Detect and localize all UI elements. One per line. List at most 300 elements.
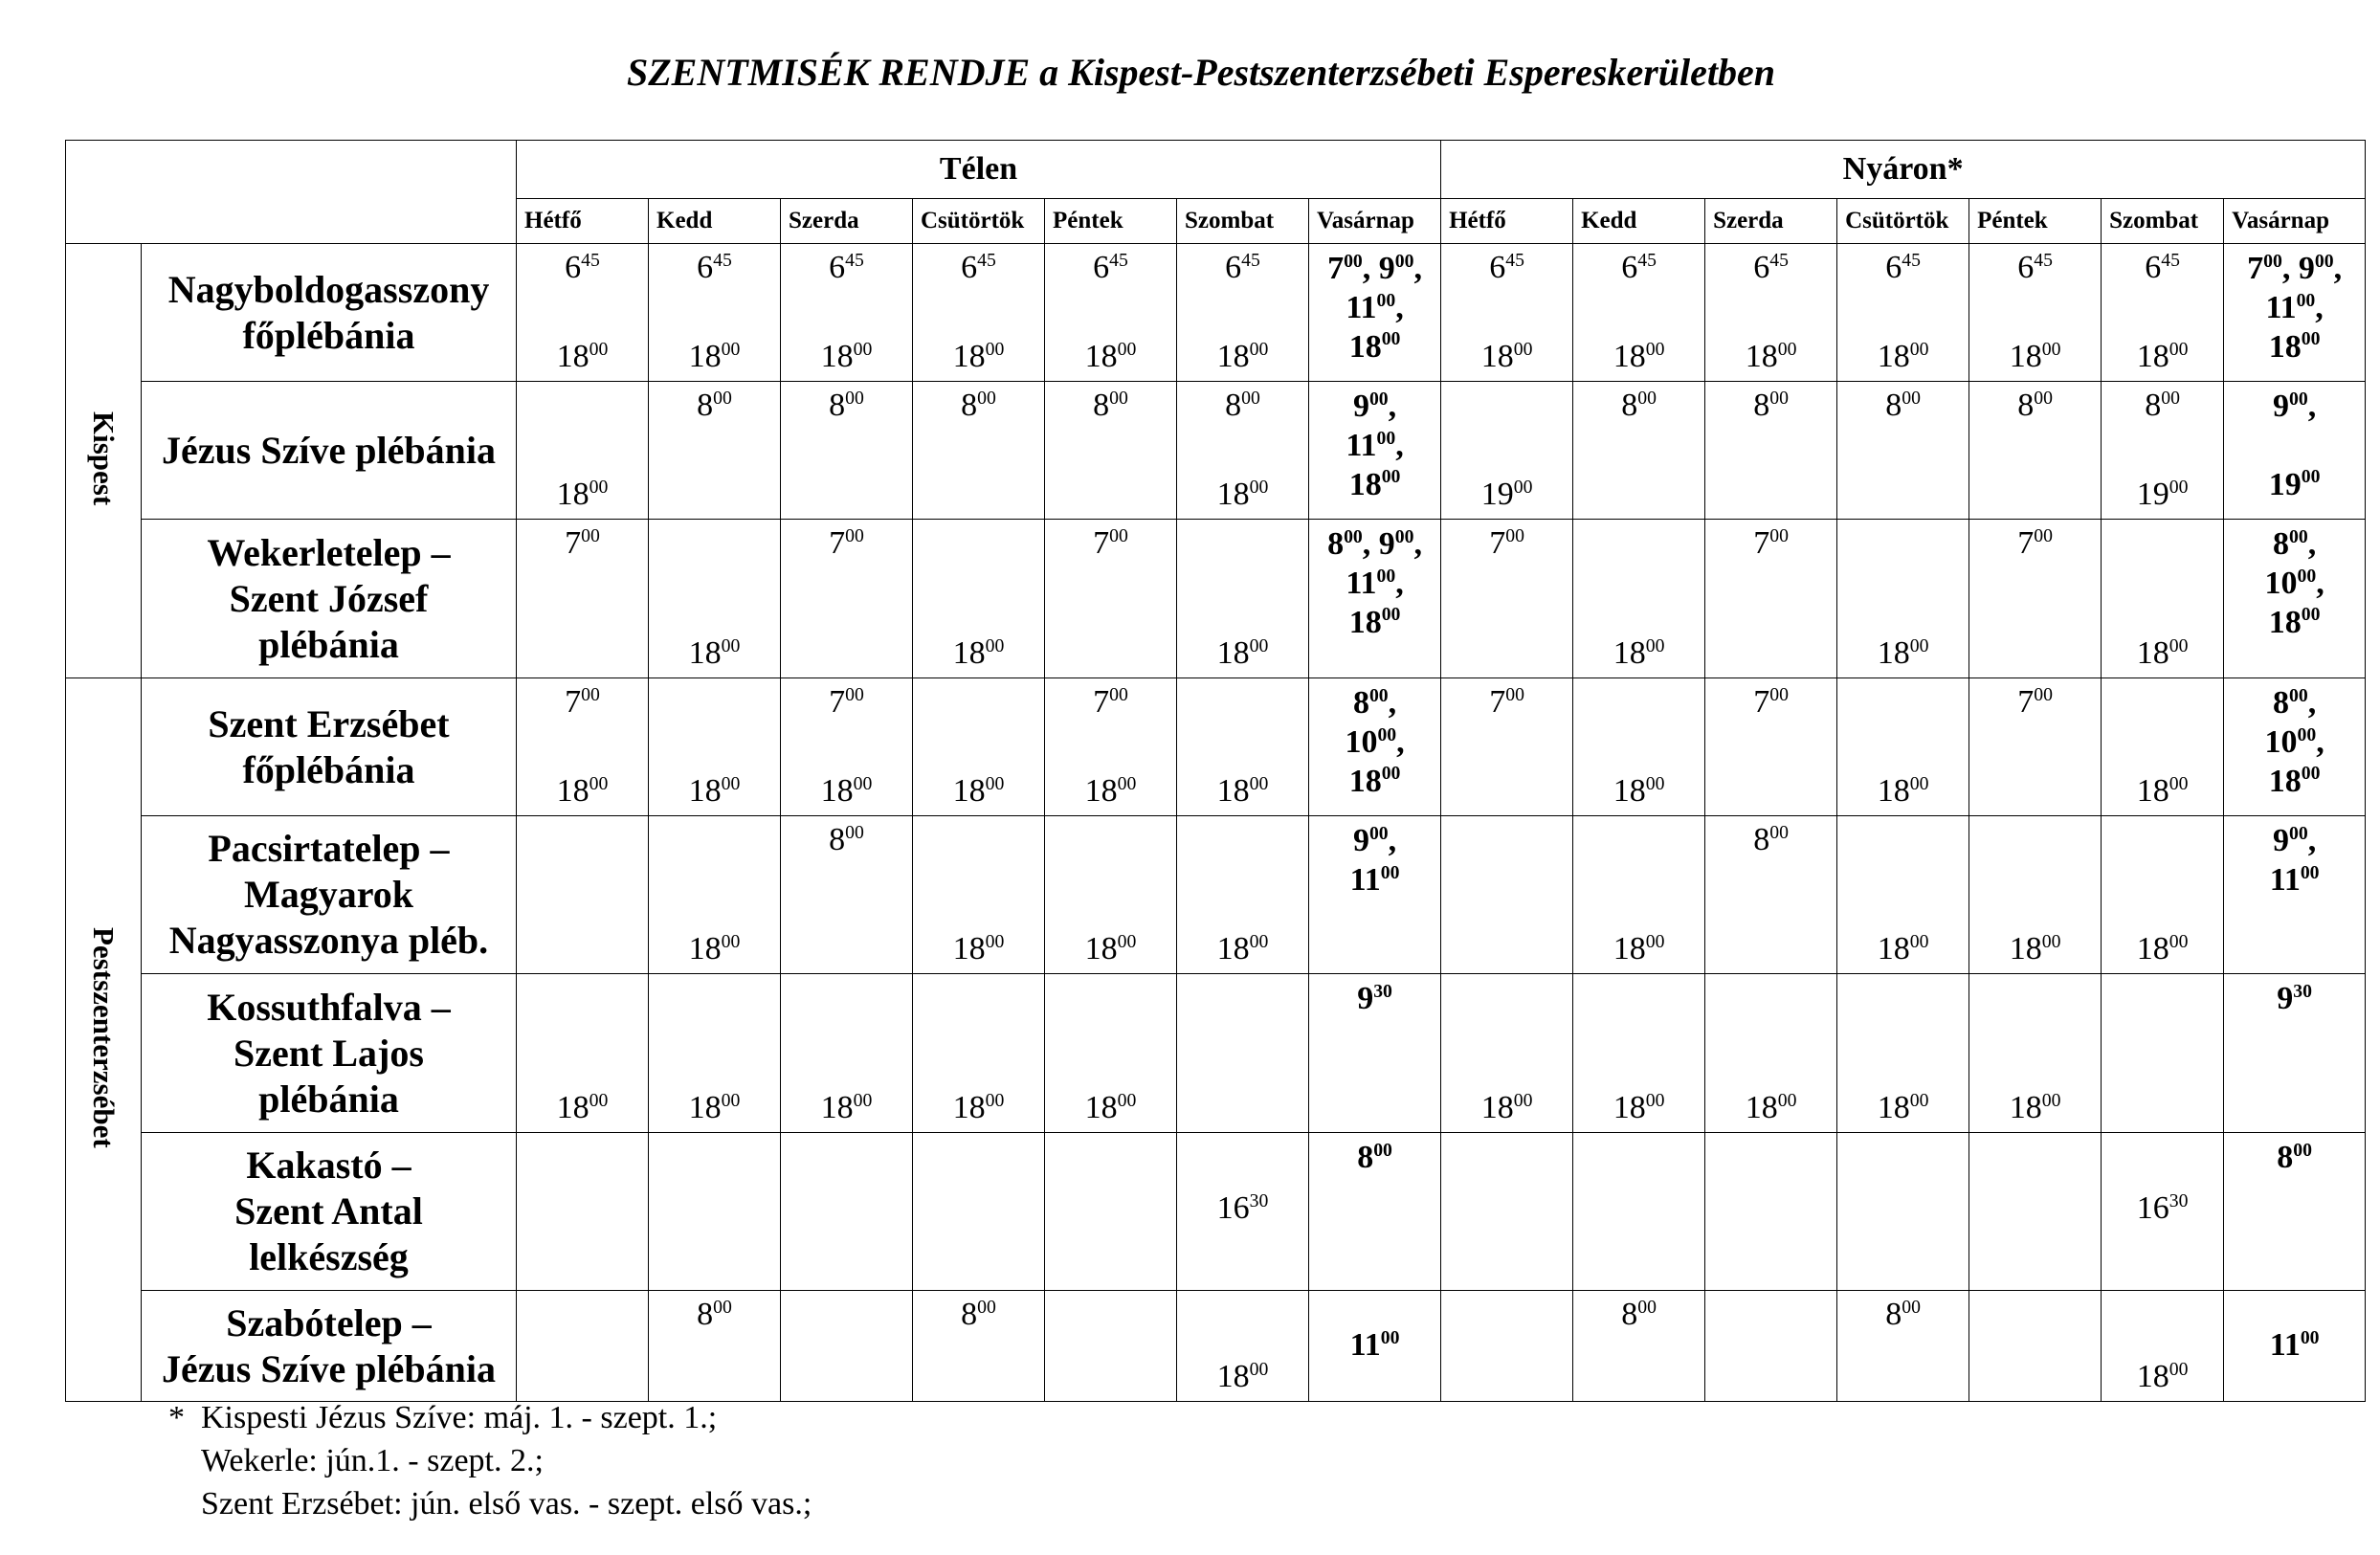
church-row <box>66 1291 2366 1402</box>
mass-time-cell <box>781 382 913 520</box>
mass-time: $11^{00}$ <box>1349 1326 1400 1364</box>
mass-time-morning: $8^{00}$ <box>961 1296 996 1332</box>
church-name <box>142 1133 517 1291</box>
mass-time-cell <box>913 974 1045 1133</box>
mass-time: $8^{00}$ <box>2277 1139 2312 1175</box>
mass-time-morning: $7^{00}$ <box>829 683 864 720</box>
mass-time-evening: $18^{00}$ <box>1613 772 1665 809</box>
mass-time: $9^{00}$, <box>2273 822 2317 858</box>
mass-time: $9^{00}$, <box>1352 388 1397 424</box>
day-header-summer: Péntek <box>1969 199 2102 244</box>
mass-time-cell <box>1441 678 1573 816</box>
mass-time-evening: $18^{00}$ <box>688 1089 741 1125</box>
mass-time-morning: $6^{45}$ <box>829 249 864 285</box>
mass-time-morning: $8^{00}$ <box>1885 1296 1921 1332</box>
sunday-mass-times <box>1309 520 1441 678</box>
mass-time-morning: $8^{00}$ <box>829 387 864 423</box>
mass-time-cell <box>1705 1133 1837 1291</box>
mass-time-cell <box>517 816 649 974</box>
mass-time-morning: $8^{00}$ <box>829 821 864 857</box>
mass-time-cell <box>781 244 913 382</box>
day-header-summer: Szombat <box>2102 199 2224 244</box>
mass-time-morning: $6^{45}$ <box>565 249 600 285</box>
mass-time: $11^{00}$ <box>1349 861 1400 898</box>
mass-time-cell <box>1177 678 1309 816</box>
mass-time-morning: $6^{45}$ <box>1093 249 1128 285</box>
mass-time-morning: $7^{00}$ <box>1093 683 1128 720</box>
mass-time-morning: $7^{00}$ <box>565 524 600 561</box>
sunday-mass-times <box>1309 1133 1441 1291</box>
mass-time: $18^{00}$ <box>2268 604 2321 640</box>
mass-time-cell <box>517 520 649 678</box>
mass-time-cell <box>1969 520 2102 678</box>
church-row <box>66 382 2366 520</box>
church-name-line: Szabótelep – <box>226 1300 432 1344</box>
mass-time-morning: $8^{00}$ <box>1225 387 1260 423</box>
mass-time-cell <box>517 1291 649 1402</box>
mass-time-evening: $18^{00}$ <box>1877 772 1929 809</box>
mass-time: $8^{00}$, $9^{00}$, <box>1327 525 1422 562</box>
mass-time-cell <box>1705 678 1837 816</box>
mass-time-evening: $18^{00}$ <box>1745 338 1797 374</box>
sunday-mass-times <box>2224 382 2366 520</box>
mass-time-evening: $18^{00}$ <box>952 772 1005 809</box>
church-name-line: Jézus Szíve plébánia <box>162 428 496 472</box>
mass-time: $9^{30}$ <box>2277 980 2312 1016</box>
mass-time-evening: $18^{00}$ <box>1480 338 1533 374</box>
mass-time-cell <box>1969 816 2102 974</box>
sunday-mass-times <box>2224 974 2366 1133</box>
footnote-line <box>168 1397 812 1440</box>
day-header-winter: Szerda <box>781 199 913 244</box>
day-header-winter: Péntek <box>1045 199 1177 244</box>
mass-time-cell <box>517 678 649 816</box>
church-name <box>142 816 517 974</box>
sunday-mass-times <box>2224 1291 2366 1402</box>
church-name-line: Nagyasszonya pléb. <box>168 919 489 962</box>
sunday-mass-times <box>2224 1133 2366 1291</box>
sunday-mass-times <box>1309 1291 1441 1402</box>
mass-time-cell <box>1969 974 2102 1133</box>
mass-time: $10^{00}$, <box>1345 723 1405 760</box>
mass-time-cell <box>1441 816 1573 974</box>
mass-time-evening: $18^{00}$ <box>1877 634 1929 671</box>
page-title: SZENTMISÉK RENDJE a Kispest-Pestszenterzsébeti Espereskerületben <box>626 51 1776 94</box>
mass-time-cell <box>1705 382 1837 520</box>
mass-time-evening: $18^{00}$ <box>1877 1089 1929 1125</box>
church-row <box>66 520 2366 678</box>
mass-time-evening: $18^{00}$ <box>952 930 1005 966</box>
mass-time-cell <box>2102 1291 2224 1402</box>
mass-time-cell <box>1705 520 1837 678</box>
footnote-text: Szent Erzsébet: jún. első vas. - szept. első vas.; <box>201 1485 812 1522</box>
mass-time-evening: $18^{00}$ <box>556 772 609 809</box>
sunday-mass-times <box>1309 816 1441 974</box>
mass-time-evening: $18^{00}$ <box>820 772 873 809</box>
district-cell <box>66 678 142 1402</box>
mass-time: $7^{00}$, $9^{00}$, <box>1327 250 1422 286</box>
mass-time: $11^{00}$, <box>1346 565 1404 601</box>
mass-time-cell <box>1837 382 1969 520</box>
mass-time-morning: $6^{45}$ <box>2145 249 2180 285</box>
church-name-line: plébánia <box>258 1077 399 1121</box>
day-header-winter: Kedd <box>649 199 781 244</box>
mass-time-morning: $7^{00}$ <box>1093 524 1128 561</box>
mass-time-cell <box>1573 244 1705 382</box>
mass-time <box>2224 427 2365 466</box>
mass-time-evening: $18^{00}$ <box>2136 772 2189 809</box>
mass-time-evening: $18^{00}$ <box>952 338 1005 374</box>
sunday-mass-times <box>1309 244 1441 382</box>
mass-time-cell <box>1969 244 2102 382</box>
mass-time-cell <box>649 382 781 520</box>
sunday-mass-times <box>2224 816 2366 974</box>
mass-time-cell <box>649 678 781 816</box>
mass-time-morning: $7^{00}$ <box>1489 683 1524 720</box>
church-name-line: Kakastó – <box>246 1144 411 1187</box>
mass-time-evening: $18^{00}$ <box>820 1089 873 1125</box>
church-name-line: Szent Antal <box>234 1189 423 1233</box>
mass-time-morning: $7^{00}$ <box>1753 683 1789 720</box>
mass-time-cell <box>781 1133 913 1291</box>
district-cell <box>66 244 142 678</box>
mass-time-cell <box>1441 1291 1573 1402</box>
day-header-winter: Csütörtök <box>913 199 1045 244</box>
mass-time-cell <box>649 974 781 1133</box>
mass-time-evening: $18^{00}$ <box>556 1089 609 1125</box>
mass-time-morning: $8^{00}$ <box>961 387 996 423</box>
sunday-mass-times <box>2224 520 2366 678</box>
day-header-summer: Vasárnap <box>2224 199 2366 244</box>
mass-time-cell <box>1045 1291 1177 1402</box>
mass-schedule-table-wrapper <box>65 140 2366 1402</box>
mass-time-morning: $8^{00}$ <box>1885 387 1921 423</box>
mass-time-evening: $18^{00}$ <box>820 338 873 374</box>
mass-time-cell <box>2102 678 2224 816</box>
mass-time-evening: $18^{00}$ <box>1877 338 1929 374</box>
church-name-line: Szent Lajos <box>234 1031 424 1075</box>
mass-time-evening: $18^{00}$ <box>1216 772 1269 809</box>
mass-time-afternoon: $16^{30}$ <box>1216 1189 1269 1226</box>
mass-time: $9^{00}$, <box>1352 822 1397 858</box>
footnote-line <box>168 1483 812 1526</box>
mass-time-morning: $8^{00}$ <box>1621 387 1657 423</box>
church-name-line: lelkészség <box>249 1235 409 1278</box>
sunday-mass-times <box>2224 678 2366 816</box>
mass-time-cell <box>913 678 1045 816</box>
mass-time-cell <box>1045 520 1177 678</box>
mass-time-cell <box>1573 520 1705 678</box>
mass-time-morning: $6^{45}$ <box>1885 249 1921 285</box>
church-name-line: plébánia <box>258 622 399 666</box>
mass-time-cell <box>1045 244 1177 382</box>
mass-time: $19^{00}$ <box>2268 466 2321 502</box>
mass-time-evening: $19^{00}$ <box>2136 476 2189 512</box>
mass-time-cell <box>1441 244 1573 382</box>
mass-time-cell <box>2102 520 2224 678</box>
church-name-line: Szent József <box>229 576 429 620</box>
day-header-summer: Szerda <box>1705 199 1837 244</box>
mass-time: $7^{00}$, $9^{00}$, <box>2247 250 2343 286</box>
mass-time-cell <box>1177 974 1309 1133</box>
church-row <box>66 816 2366 974</box>
mass-time-morning: $8^{00}$ <box>1621 1296 1657 1332</box>
mass-time-morning: $7^{00}$ <box>1753 524 1789 561</box>
mass-time-evening: $18^{00}$ <box>1613 338 1665 374</box>
mass-time-evening: $18^{00}$ <box>1216 634 1269 671</box>
church-name-line: Pacsirtatelep – <box>208 827 450 870</box>
mass-time: $18^{00}$ <box>1348 763 1401 799</box>
mass-time-cell <box>1441 520 1573 678</box>
mass-time-cell <box>1705 816 1837 974</box>
season-summer-header: Nyáron* <box>1441 141 2366 199</box>
mass-time-evening: $18^{00}$ <box>1084 772 1137 809</box>
mass-time-evening: $18^{00}$ <box>1216 930 1269 966</box>
mass-time-cell <box>913 1291 1045 1402</box>
mass-time-cell <box>1969 382 2102 520</box>
mass-time-morning: $8^{00}$ <box>2145 387 2180 423</box>
mass-time-morning: $7^{00}$ <box>2017 524 2053 561</box>
sunday-mass-times <box>1309 974 1441 1133</box>
church-name <box>142 974 517 1133</box>
mass-time-cell <box>1177 1291 1309 1402</box>
mass-time-cell <box>649 1291 781 1402</box>
mass-time-evening: $18^{00}$ <box>1877 930 1929 966</box>
mass-time-cell <box>1573 974 1705 1133</box>
schedule-body <box>66 244 2366 1402</box>
mass-time-cell <box>1837 1291 1969 1402</box>
mass-time-evening: $19^{00}$ <box>1480 476 1533 512</box>
mass-time-morning: $8^{00}$ <box>697 387 732 423</box>
mass-time: $18^{00}$ <box>1348 604 1401 640</box>
church-name-line: főplébánia <box>242 747 415 791</box>
church-name <box>142 678 517 816</box>
mass-time-cell <box>1573 678 1705 816</box>
mass-time-cell <box>1705 1291 1837 1402</box>
church-name-line: Nagyboldogasszony <box>167 267 490 311</box>
mass-time-morning: $7^{00}$ <box>2017 683 2053 720</box>
church-name <box>142 1291 517 1402</box>
mass-time-cell <box>781 520 913 678</box>
mass-time: $11^{00}$ <box>2269 861 2320 898</box>
mass-time: $9^{30}$ <box>1357 980 1392 1016</box>
mass-time-cell <box>1177 382 1309 520</box>
mass-time-evening: $18^{00}$ <box>952 1089 1005 1125</box>
mass-time-morning: $8^{00}$ <box>1753 821 1789 857</box>
mass-time-cell <box>1837 974 1969 1133</box>
mass-time-cell <box>1573 1133 1705 1291</box>
mass-time-evening: $18^{00}$ <box>556 476 609 512</box>
mass-time-morning: $6^{45}$ <box>697 249 732 285</box>
mass-time-cell <box>649 520 781 678</box>
church-name-line: Magyarok <box>243 873 414 916</box>
church-name-line: Szent Erzsébet <box>208 701 450 745</box>
mass-time: $10^{00}$, <box>2264 723 2324 760</box>
mass-time-cell <box>1837 816 1969 974</box>
mass-time: $11^{00}$ <box>2269 1326 2320 1364</box>
church-name-line: Kossuthfalva – <box>207 985 451 1029</box>
mass-time-cell <box>1045 678 1177 816</box>
mass-time-cell <box>1177 816 1309 974</box>
mass-time-cell <box>1441 382 1573 520</box>
church-name-line: Wekerletelep – <box>207 530 451 574</box>
mass-time: $11^{00}$, <box>1346 427 1404 463</box>
mass-time-morning: $7^{00}$ <box>829 524 864 561</box>
mass-time-evening: $18^{00}$ <box>1613 1089 1665 1125</box>
day-header-summer: Csütörtök <box>1837 199 1969 244</box>
footnote-text: Kispesti Jézus Szíve: máj. 1. - szept. 1.; <box>201 1400 718 1435</box>
church-row <box>66 1133 2366 1291</box>
church-name <box>142 520 517 678</box>
day-header-winter: Szombat <box>1177 199 1309 244</box>
mass-time-cell <box>913 1133 1045 1291</box>
mass-time-morning: $7^{00}$ <box>1489 524 1524 561</box>
mass-time-morning: $8^{00}$ <box>1753 387 1789 423</box>
mass-time-evening: $18^{00}$ <box>1216 338 1269 374</box>
church-name <box>142 244 517 382</box>
mass-time-cell <box>1969 678 2102 816</box>
mass-time: $11^{00}$, <box>1346 289 1404 325</box>
mass-time: $18^{00}$ <box>1348 466 1401 502</box>
mass-time-evening: $18^{00}$ <box>688 634 741 671</box>
mass-time-cell <box>1045 816 1177 974</box>
mass-time: $9^{00}$, <box>2273 388 2317 424</box>
mass-time-cell <box>517 382 649 520</box>
day-header-summer: Kedd <box>1573 199 1705 244</box>
mass-time-afternoon: $16^{30}$ <box>2136 1189 2189 1226</box>
day-header-winter: Hétfő <box>517 199 649 244</box>
mass-time-cell <box>913 520 1045 678</box>
day-header-winter: Vasárnap <box>1309 199 1441 244</box>
mass-time-evening: $18^{00}$ <box>688 772 741 809</box>
mass-time-cell <box>649 1133 781 1291</box>
season-header-row <box>66 141 2366 199</box>
sunday-mass-times <box>1309 382 1441 520</box>
mass-time-cell <box>649 244 781 382</box>
corner-cell <box>66 141 517 244</box>
mass-time-morning: $8^{00}$ <box>2017 387 2053 423</box>
mass-time-morning: $7^{00}$ <box>565 683 600 720</box>
mass-time-cell <box>1837 1133 1969 1291</box>
mass-time-morning: $6^{45}$ <box>1489 249 1524 285</box>
mass-time-evening: $18^{00}$ <box>2136 930 2189 966</box>
mass-time-cell <box>2102 244 2224 382</box>
mass-time-cell <box>1573 382 1705 520</box>
church-name-line: főplébánia <box>242 313 415 357</box>
mass-time-evening: $18^{00}$ <box>1613 930 1665 966</box>
mass-time-cell <box>1837 520 1969 678</box>
mass-time: $8^{00}$, <box>1352 684 1397 721</box>
mass-time-cell <box>2102 1133 2224 1291</box>
mass-time-cell <box>913 816 1045 974</box>
mass-time-evening: $18^{00}$ <box>2136 338 2189 374</box>
mass-time-cell <box>1969 1291 2102 1402</box>
mass-time-cell <box>1837 244 1969 382</box>
mass-time-morning: $8^{00}$ <box>697 1296 732 1332</box>
mass-time-cell <box>1441 974 1573 1133</box>
mass-time-evening: $18^{00}$ <box>1084 1089 1137 1125</box>
mass-time: $18^{00}$ <box>1348 328 1401 365</box>
mass-time-evening: $18^{00}$ <box>1745 1089 1797 1125</box>
mass-time-cell <box>517 974 649 1133</box>
mass-time-evening: $18^{00}$ <box>2136 634 2189 671</box>
mass-time: $11^{00}$, <box>2265 289 2324 325</box>
mass-time-cell <box>781 974 913 1133</box>
mass-time-cell <box>1573 1291 1705 1402</box>
mass-time-cell <box>781 1291 913 1402</box>
day-header-summer: Hétfő <box>1441 199 1573 244</box>
mass-time-cell <box>913 244 1045 382</box>
church-name <box>142 382 517 520</box>
mass-time-cell <box>1441 1133 1573 1291</box>
season-winter-header: Télen <box>517 141 1441 199</box>
church-row <box>66 244 2366 382</box>
mass-time: $18^{00}$ <box>2268 763 2321 799</box>
mass-time-evening: $18^{00}$ <box>952 634 1005 671</box>
mass-time-morning: $6^{45}$ <box>2017 249 2053 285</box>
mass-time-evening: $18^{00}$ <box>2009 930 2061 966</box>
mass-time-morning: $6^{45}$ <box>961 249 996 285</box>
mass-time-evening: $18^{00}$ <box>1216 1358 1269 1394</box>
church-row <box>66 974 2366 1133</box>
church-row <box>66 678 2366 816</box>
mass-time-morning: $8^{00}$ <box>1093 387 1128 423</box>
mass-time-cell <box>2102 382 2224 520</box>
mass-time: $10^{00}$, <box>2264 565 2324 601</box>
mass-time-cell <box>1045 1133 1177 1291</box>
mass-time-evening: $18^{00}$ <box>556 338 609 374</box>
footnote-line <box>168 1440 812 1483</box>
mass-time-cell <box>1177 244 1309 382</box>
mass-time-cell <box>1837 678 1969 816</box>
mass-time-cell <box>1969 1133 2102 1291</box>
mass-time: $8^{00}$, <box>2273 525 2317 562</box>
mass-time-cell <box>1177 520 1309 678</box>
mass-time-cell <box>1705 244 1837 382</box>
mass-time-cell <box>1177 1133 1309 1291</box>
mass-time-evening: $18^{00}$ <box>2009 1089 2061 1125</box>
sunday-mass-times <box>2224 244 2366 382</box>
mass-time-evening: $18^{00}$ <box>1084 338 1137 374</box>
district-label: Kispest <box>87 411 121 506</box>
sunday-mass-times <box>1309 678 1441 816</box>
mass-time: $8^{00}$, <box>2273 684 2317 721</box>
mass-time-morning: $6^{45}$ <box>1621 249 1657 285</box>
church-name-line: Jézus Szíve plébánia <box>162 1346 496 1390</box>
mass-time-evening: $18^{00}$ <box>1480 1089 1533 1125</box>
mass-time-cell <box>1573 816 1705 974</box>
mass-time-cell <box>649 816 781 974</box>
district-label: Pestszenterzsébet <box>87 926 121 1148</box>
mass-time-cell <box>2102 974 2224 1133</box>
footnote-text: Wekerle: jún.1. - szept. 2.; <box>201 1442 544 1478</box>
mass-time: $8^{00}$ <box>1357 1139 1392 1175</box>
mass-time-evening: $18^{00}$ <box>1613 634 1665 671</box>
mass-time-cell <box>517 244 649 382</box>
mass-time-cell <box>1705 974 1837 1133</box>
mass-time-cell <box>2102 816 2224 974</box>
mass-time-evening: $18^{00}$ <box>2009 338 2061 374</box>
footnote-marker: * <box>168 1400 185 1435</box>
mass-time-cell <box>1045 382 1177 520</box>
mass-time-evening: $18^{00}$ <box>688 930 741 966</box>
mass-time-cell <box>517 1133 649 1291</box>
mass-time-cell <box>781 816 913 974</box>
mass-time-evening: $18^{00}$ <box>2136 1358 2189 1394</box>
mass-time: $18^{00}$ <box>2268 328 2321 365</box>
footnote <box>168 1397 812 1526</box>
mass-time-evening: $18^{00}$ <box>1216 476 1269 512</box>
